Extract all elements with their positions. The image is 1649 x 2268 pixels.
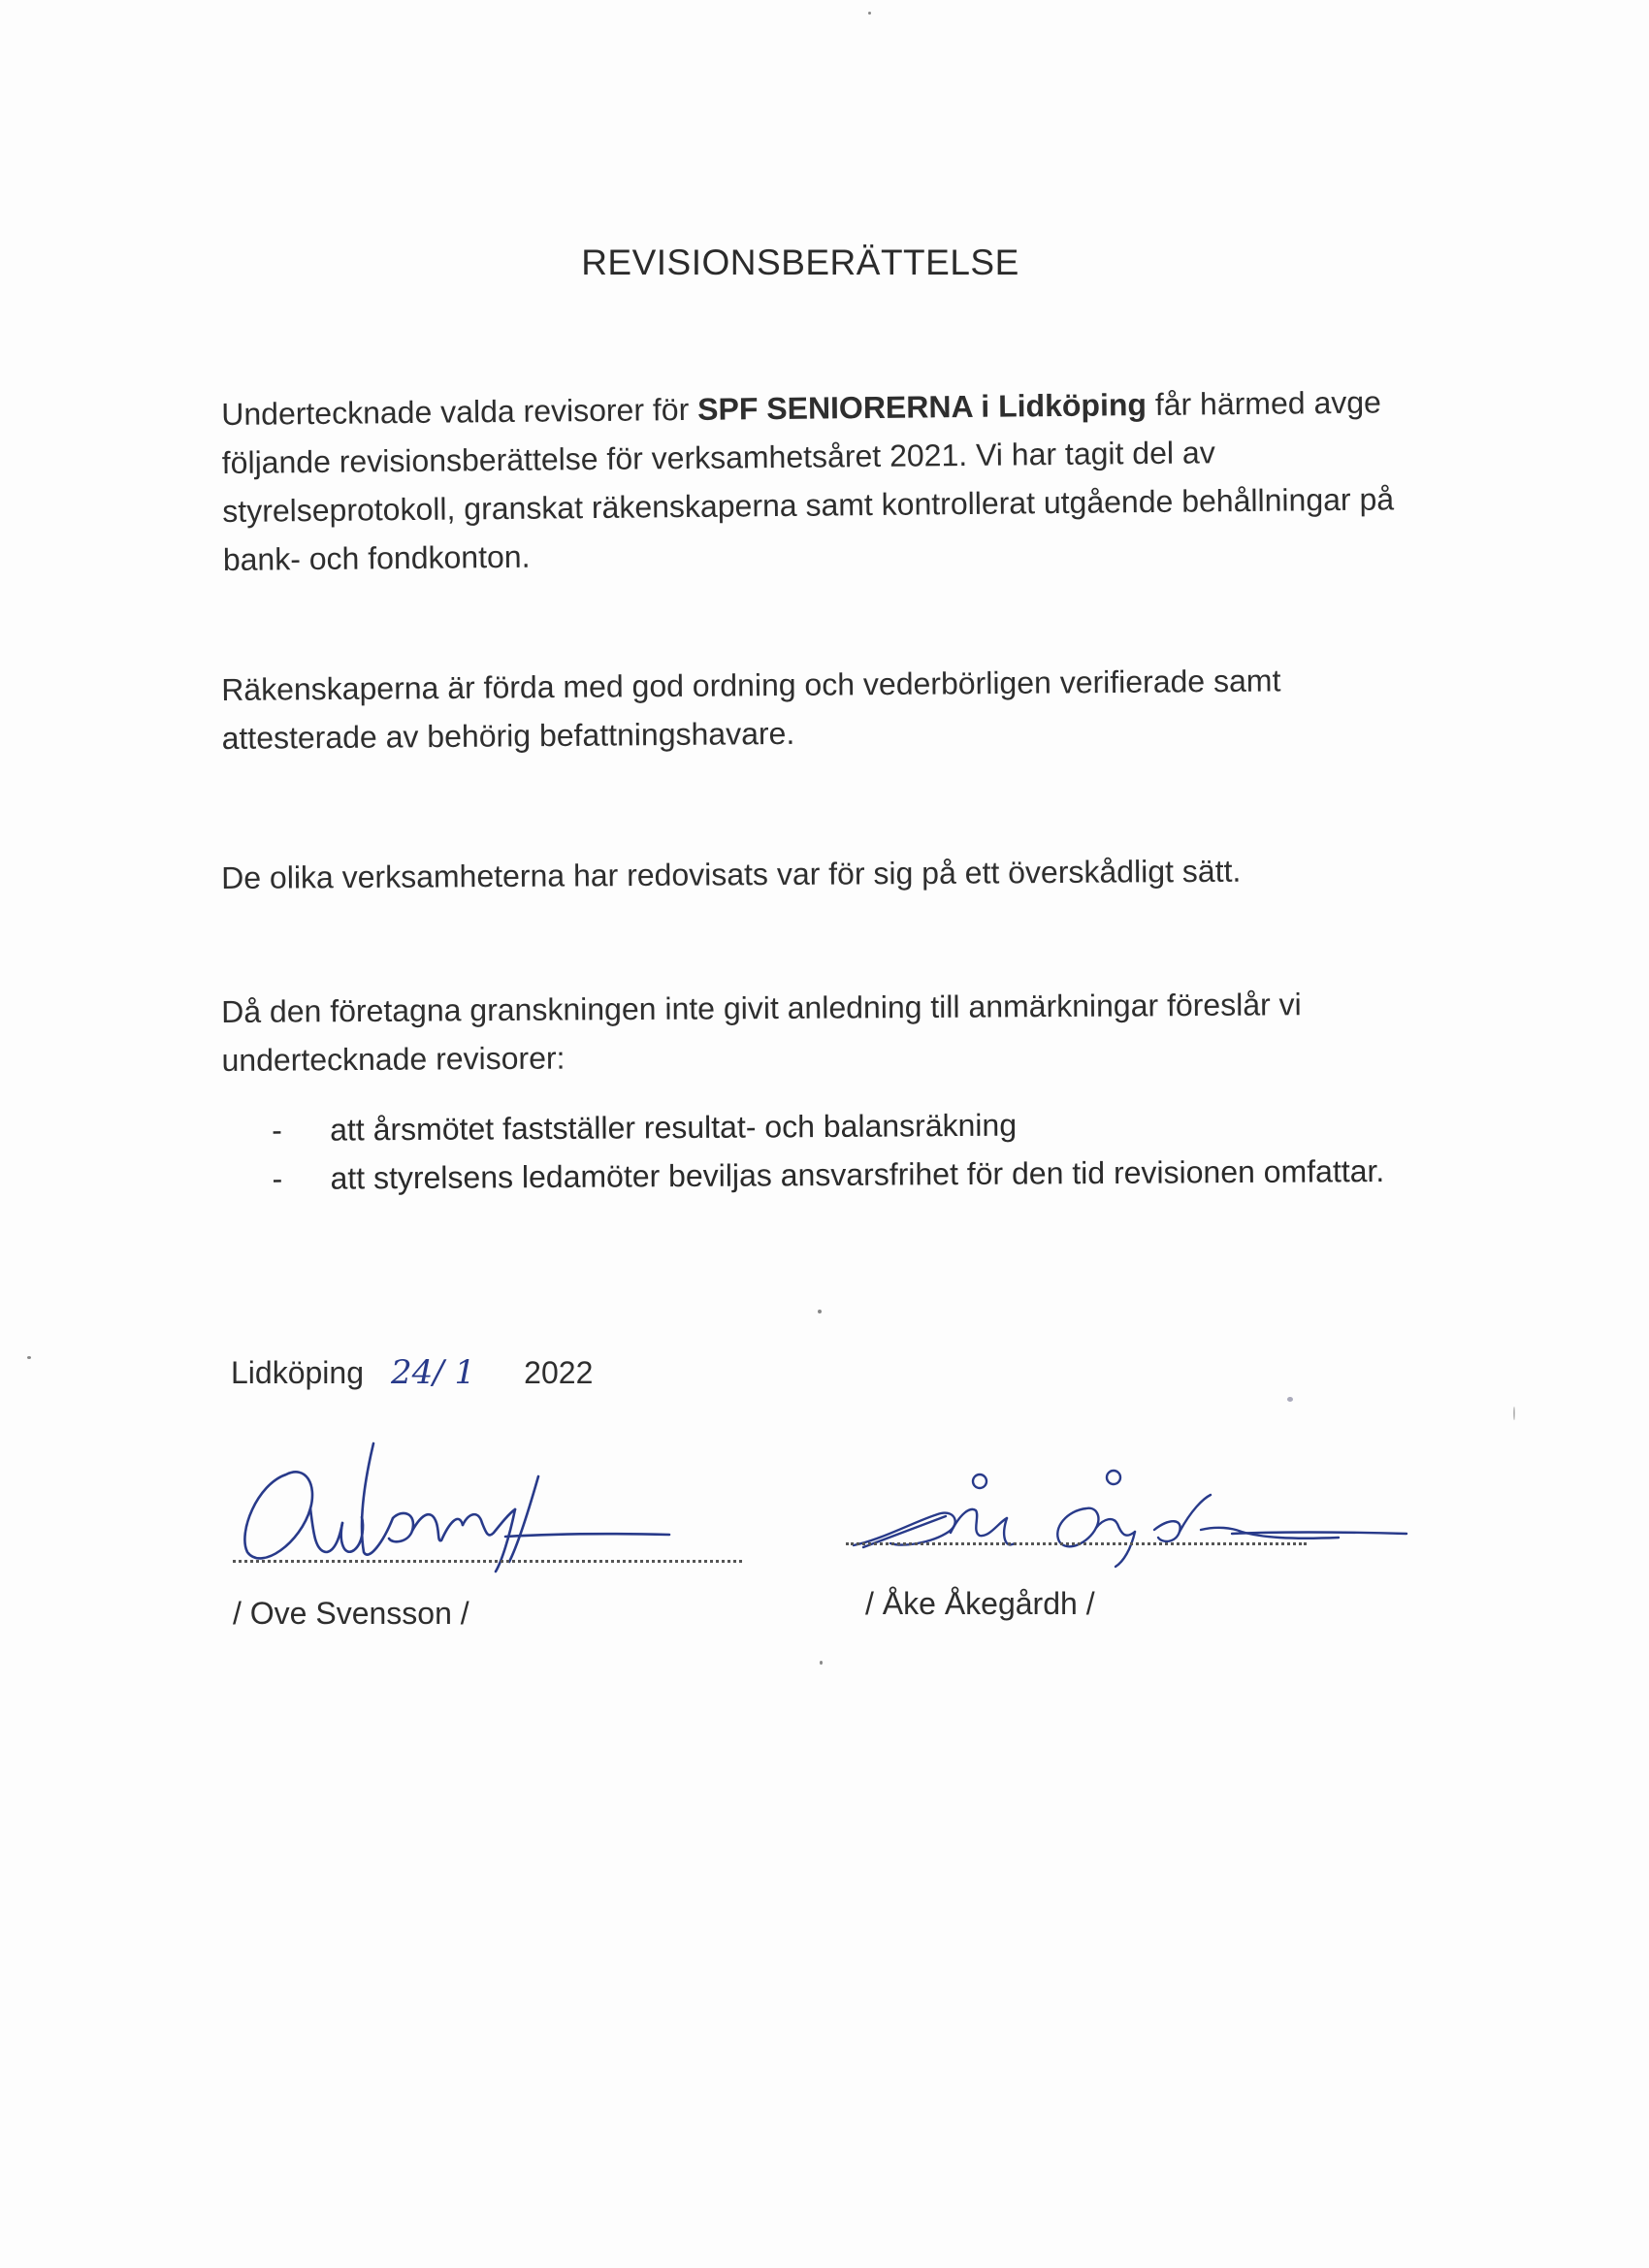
- bullet-marker: -: [272, 1112, 282, 1148]
- proposal-list: [272, 1098, 1388, 1203]
- organization-name: SPF SENIORERNA i Lidköping: [696, 387, 1148, 427]
- bullet-marker: -: [272, 1160, 283, 1196]
- place-and-date: [231, 1348, 593, 1397]
- signature-line-right: [846, 1542, 1307, 1545]
- list-item-text: att årsmötet fastställer resultat- och balansräkning: [330, 1107, 1018, 1148]
- signature-ake-akegardh: [834, 1460, 1416, 1576]
- scan-speck: [868, 12, 871, 15]
- year: 2022: [524, 1355, 594, 1390]
- intro-text-start: Undertecknade valda revisorer för: [221, 391, 698, 432]
- scan-speck: [820, 1661, 823, 1665]
- scan-speck: [1287, 1397, 1293, 1402]
- list-item: [272, 1147, 1387, 1203]
- scan-speck: [27, 1356, 31, 1359]
- document-title: REVISIONSBERÄTTELSE: [581, 243, 1019, 282]
- signatory-name-right: / Åke Åkegårdh /: [865, 1586, 1095, 1621]
- intro-text-end: får härmed avge följande revisionsberättelse för verksamhetsåret 2021. Vi har tagit del av styrelseprotokoll, granskat räkenskaperna samt kontrollerat utgående behållningar på bank- och fondkonton.: [221, 384, 1395, 577]
- list-item: [272, 1098, 1387, 1154]
- proposal-paragraph: Då den företagna granskningen inte givit anledning till anmärkningar föreslår vi undertecknade revisorer:: [221, 987, 1302, 1078]
- accounts-paragraph: Räkenskaperna är förda med god ordning och vederbörligen verifierade samt attesterade av behörig befattningshavare.: [221, 663, 1281, 756]
- list-item-text: att styrelsens ledamöter beviljas ansvarsfrihet för den tid revisionen omfattar.: [330, 1152, 1385, 1196]
- scan-speck: [818, 1310, 822, 1313]
- place-name: Lidköping: [231, 1355, 364, 1390]
- signature-line-left: [233, 1560, 742, 1563]
- scan-speck: [1513, 1407, 1515, 1420]
- handwritten-date: 24/ 1: [391, 1353, 476, 1392]
- signatory-name-left: / Ove Svensson /: [233, 1596, 469, 1631]
- signature-ove-svensson: [218, 1416, 684, 1581]
- activities-paragraph: De olika verksamheterna har redovisats var för sig på ett överskådligt sätt.: [221, 853, 1242, 895]
- intro-paragraph: [221, 377, 1426, 584]
